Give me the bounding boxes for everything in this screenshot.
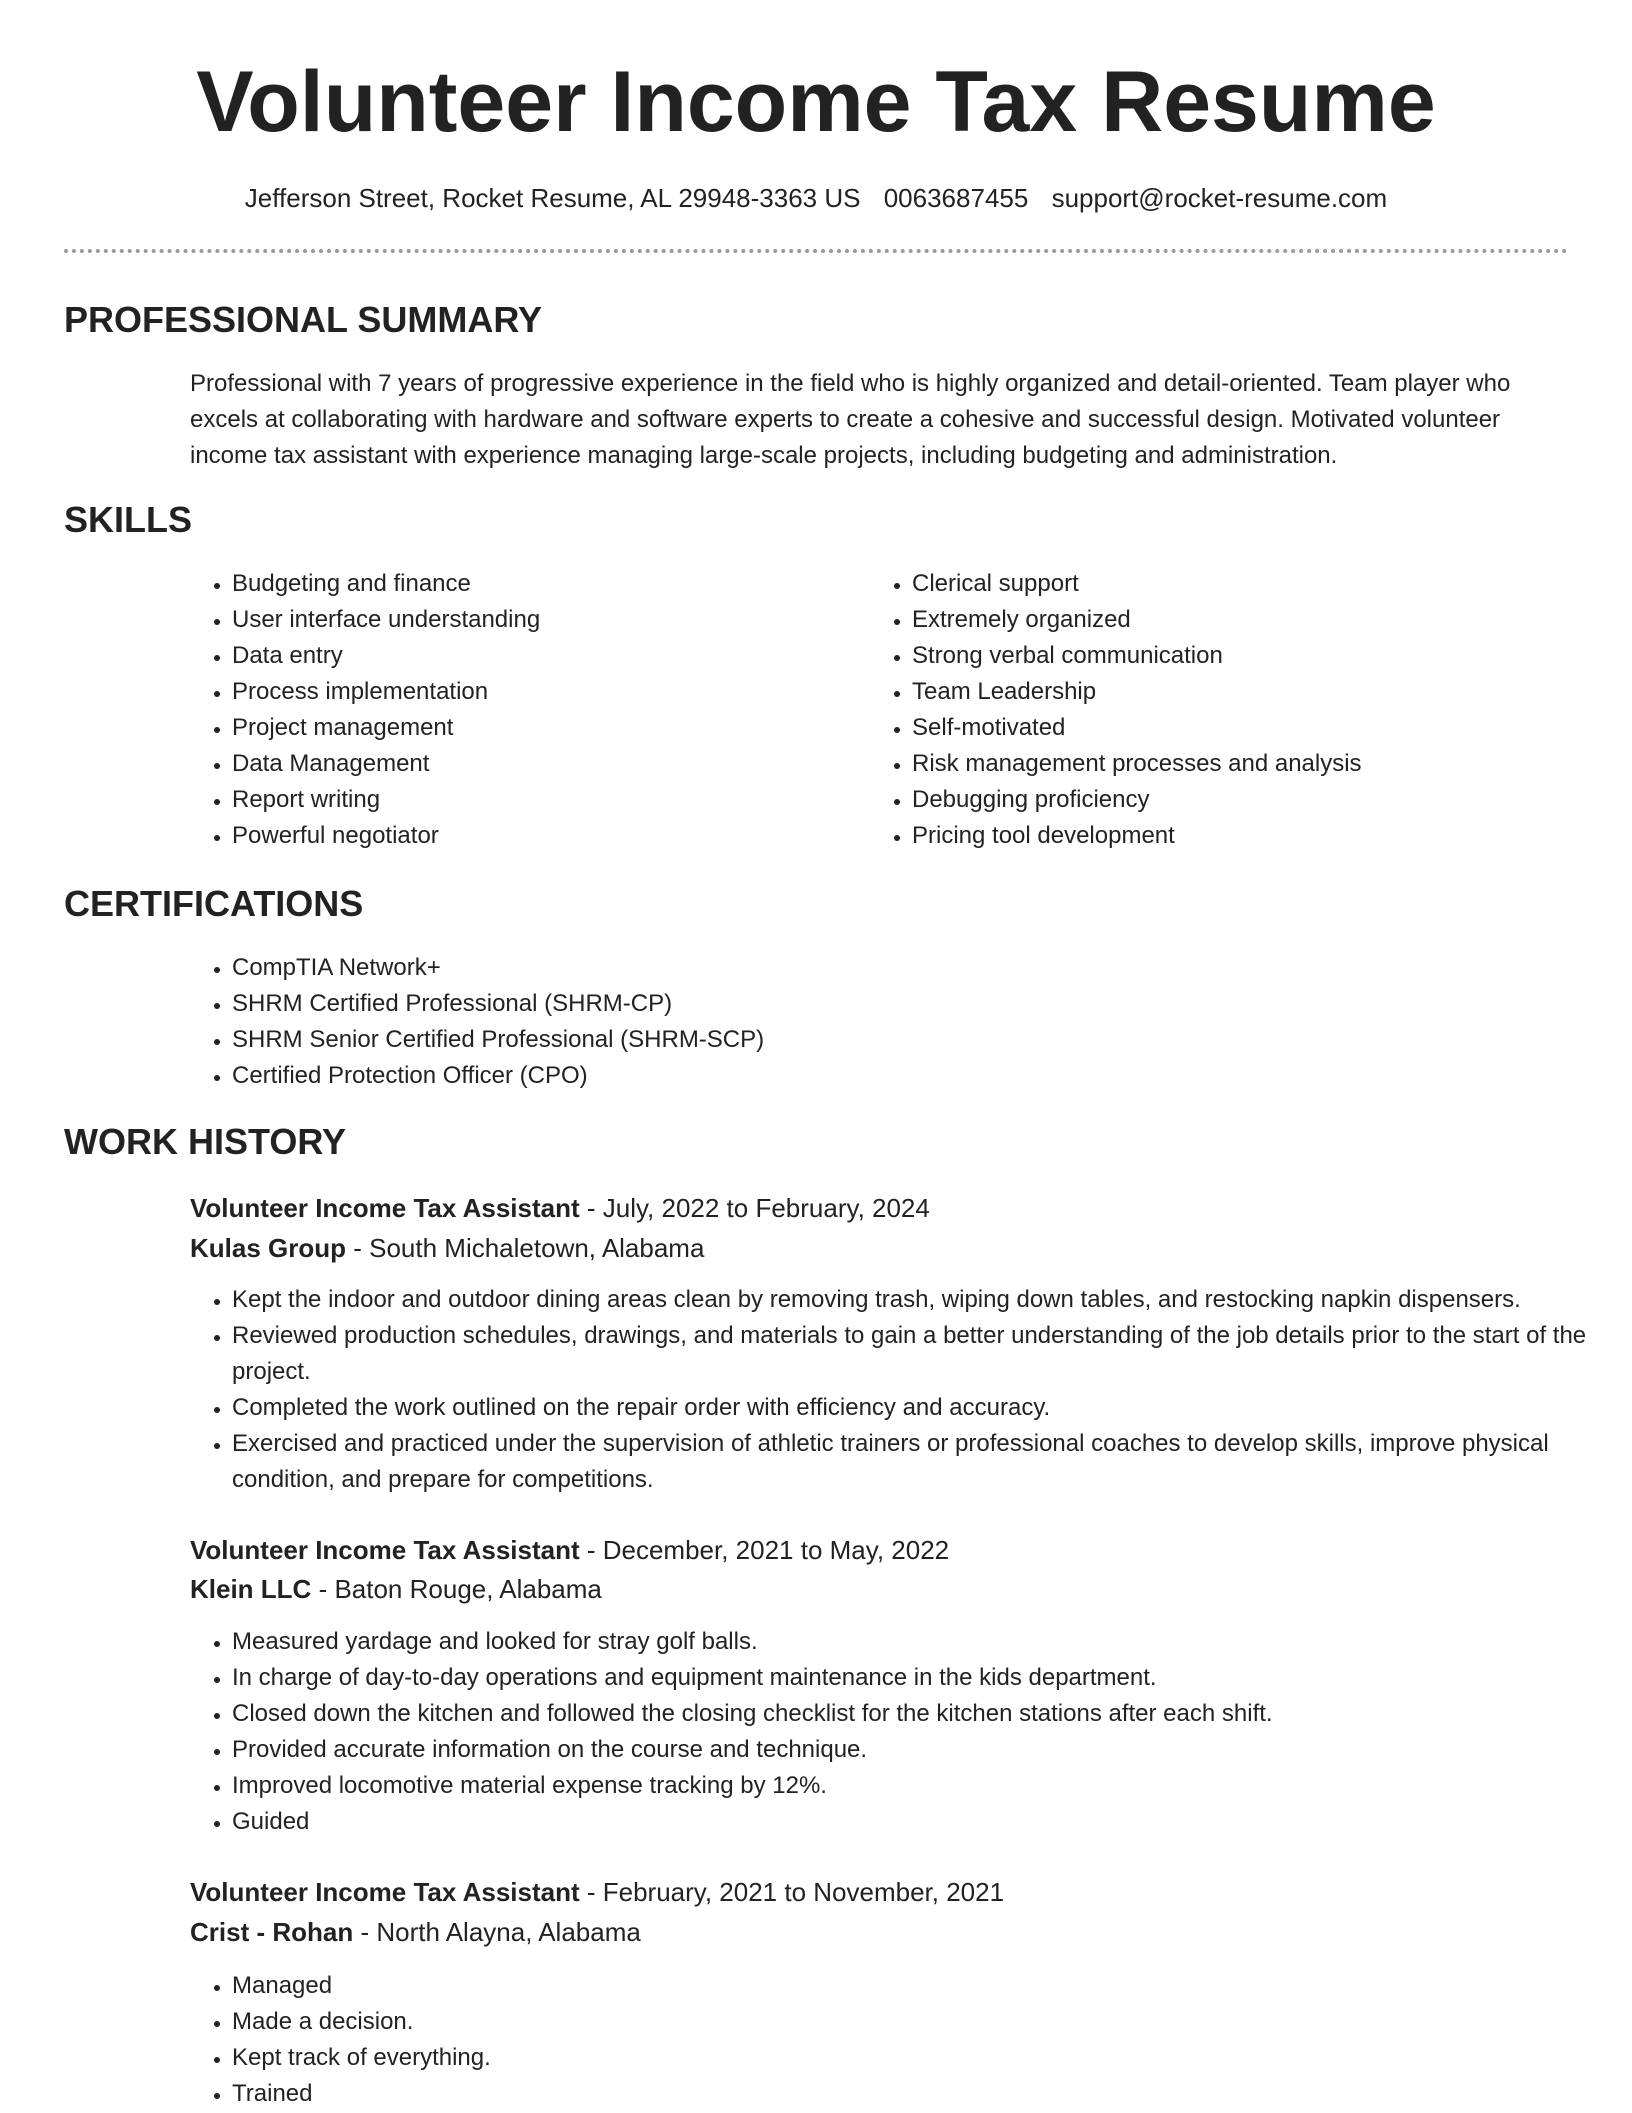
job-bullet: • Improved locomotive material expense tracking by 12%. xyxy=(232,1768,1612,1804)
skill-item: • Debugging proficiency xyxy=(912,782,1592,818)
certification-item: • SHRM Senior Certified Professional (SHRM-SCP) xyxy=(232,1022,1532,1058)
job-bullet: • Completed the work outlined on the repair order with efficiency and accuracy. xyxy=(232,1390,1612,1426)
job-company: Klein LLC xyxy=(190,1574,312,1604)
job-bullet: • Made a decision. xyxy=(232,2004,1612,2040)
job-title-line xyxy=(190,1530,949,1570)
job-bullet: • Provided accurate information on the course and technique. xyxy=(232,1732,1612,1768)
job-company-line xyxy=(190,1228,704,1268)
job-bullets xyxy=(188,1624,1612,1840)
skill-item: • Strong verbal communication xyxy=(912,638,1592,674)
job-company-line xyxy=(190,1912,641,1952)
job-title: Volunteer Income Tax Assistant xyxy=(190,1193,580,1223)
job-dates: - July, 2022 to February, 2024 xyxy=(579,1193,930,1223)
job-location: - Baton Rouge, Alabama xyxy=(311,1574,602,1604)
skill-item: • Budgeting and finance xyxy=(232,566,832,602)
contact-line xyxy=(0,180,1632,216)
contact-email: support@rocket-resume.com xyxy=(1051,183,1388,213)
job-bullet: • Exercised and practiced under the supervision of athletic trainers or professional coaches to develop skills, improve physical condition, and prepare for competitions. xyxy=(232,1426,1612,1498)
job-company: Crist - Rohan xyxy=(190,1917,354,1947)
job-bullet: • Kept track of everything. xyxy=(232,2040,1612,2076)
header-divider xyxy=(64,249,1568,253)
job-title-line xyxy=(190,1872,1004,1912)
job-location: - North Alayna, Alabama xyxy=(353,1917,641,1947)
skill-item: • Powerful negotiator xyxy=(232,818,832,854)
skill-item: • Project management xyxy=(232,710,832,746)
job-company: Kulas Group xyxy=(190,1233,347,1263)
skill-item: • User interface understanding xyxy=(232,602,832,638)
skill-item: • Pricing tool development xyxy=(912,818,1592,854)
certification-item: • SHRM Certified Professional (SHRM-CP) xyxy=(232,986,1532,1022)
skill-item: • Self-motivated xyxy=(912,710,1592,746)
certification-item: • CompTIA Network+ xyxy=(232,950,1532,986)
resume-title: Volunteer Income Tax Resume xyxy=(196,54,1436,150)
contact-address: Jefferson Street, Rocket Resume, AL 29948-3363 US xyxy=(244,183,861,213)
job-bullets xyxy=(188,1968,1612,2112)
job-company-line xyxy=(190,1569,602,1609)
section-title-skills: SKILLS xyxy=(64,499,193,540)
skills-list-left xyxy=(188,566,832,854)
skills-list-right xyxy=(868,566,1592,854)
skill-item: • Risk management processes and analysis xyxy=(912,746,1592,782)
section-title-work-history: WORK HISTORY xyxy=(64,1121,347,1162)
skill-item: • Data entry xyxy=(232,638,832,674)
skill-item: • Clerical support xyxy=(912,566,1592,602)
skill-item: • Report writing xyxy=(232,782,832,818)
job-bullets xyxy=(188,1282,1612,1498)
job-bullet: • Closed down the kitchen and followed the closing checklist for the kitchen stations after each shift. xyxy=(232,1696,1612,1732)
summary-text: Professional with 7 years of progressive experience in the field who is highly organized and detail-oriented. Team player who excels at collaborating with hardware and software experts to create a cohesive and successful design. Motivated volunteer income tax assistant with experience managing large-scale projects, including budgeting and administration. xyxy=(190,370,1511,469)
section-title-certifications: CERTIFICATIONS xyxy=(64,883,364,924)
skill-item: • Team Leadership xyxy=(912,674,1592,710)
contact-phone: 0063687455 xyxy=(883,183,1029,213)
job-bullet: • Measured yardage and looked for stray golf balls. xyxy=(232,1624,1612,1660)
job-location: - South Michaletown, Alabama xyxy=(346,1233,705,1263)
job-bullet: • In charge of day-to-day operations and equipment maintenance in the kids department. xyxy=(232,1660,1612,1696)
certification-item: • Certified Protection Officer (CPO) xyxy=(232,1058,1532,1094)
job-bullet: • Kept the indoor and outdoor dining areas clean by removing trash, wiping down tables, and restocking napkin dispensers. xyxy=(232,1282,1612,1318)
job-dates: - December, 2021 to May, 2022 xyxy=(579,1535,950,1565)
section-title-summary: PROFESSIONAL SUMMARY xyxy=(64,299,543,340)
job-dates: - February, 2021 to November, 2021 xyxy=(579,1877,1005,1907)
job-bullet: • Guided xyxy=(232,1804,1612,1840)
certifications-list xyxy=(188,950,1532,1094)
job-title-line xyxy=(190,1188,930,1228)
job-bullet: • Managed xyxy=(232,1968,1612,2004)
job-bullet: • Trained xyxy=(232,2076,1612,2112)
job-bullet: • Reviewed production schedules, drawings, and materials to gain a better understanding of the job details prior to the start of the project. xyxy=(232,1318,1612,1390)
skill-item: • Process implementation xyxy=(232,674,832,710)
skill-item: • Extremely organized xyxy=(912,602,1592,638)
skill-item: • Data Management xyxy=(232,746,832,782)
job-title: Volunteer Income Tax Assistant xyxy=(190,1535,580,1565)
job-title: Volunteer Income Tax Assistant xyxy=(190,1877,580,1907)
